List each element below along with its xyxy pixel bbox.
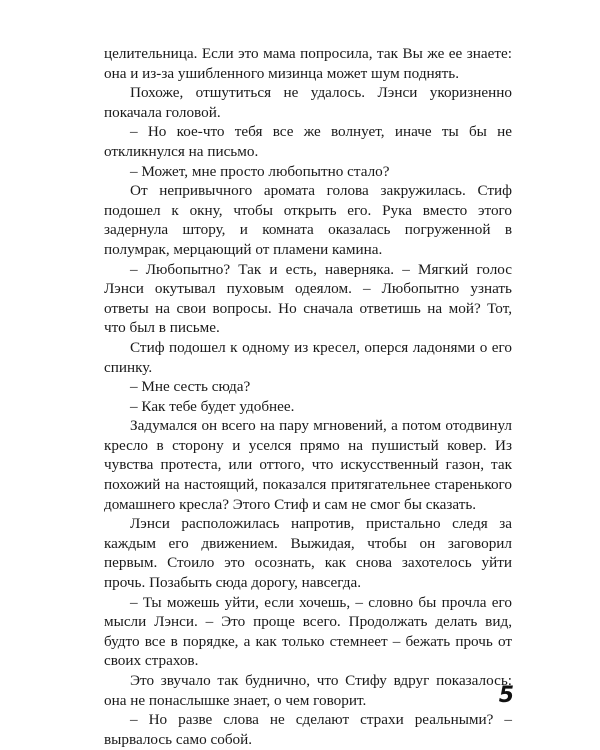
paragraph: – Мне сесть сюда? [130,378,251,396]
paragraph: целительница. Если это мама попросила, так Вы же ее знаете: она и из-за ушибленного мизинца может шум поднять. [104,45,512,82]
paragraph: От непривычного аромата голова закружилась. Стиф подошел к окну, чтобы открыть его. Рука вместо этого задернула штору, и комната оказалась погруженной в полумрак, мерцающий от пламени камина. [104,182,512,258]
paragraph: Похоже, отшутиться не удалось. Лэнси укоризненно покачала головой. [104,84,512,121]
paragraph: – Может, мне просто любопытно стало? [130,162,390,180]
paragraph: Это звучало так буднично, что Стифу вдруг показалось: она не понаслышке знает, о чем говорит. [104,672,512,709]
paragraph: – Но разве слова не сделают страхи реальными? – вырвалось само собой. [104,711,512,748]
body-text [104,44,512,749]
paragraph: – Но кое-что тебя все же волнует, иначе ты бы не откликнулся на письмо. [104,123,512,160]
paragraph: – Как тебе будет удобнее. [130,397,295,415]
paragraph: Задумался он всего на пару мгновений, а потом отодвинул кресло в сторону и уселся прямо на пушистый ковер. Из чувства протеста, или оттого, что искусственный газон, так похожий на настоящий, показался притягательнее старенького домашнего кресла? Этого Стиф и сам не смог бы сказать. [104,417,512,513]
paragraph: – Ты можешь уйти, если хочешь, – словно бы прочла его мысли Лэнси. – Это проще всего. Продолжать делать вид, будто все в порядке, а как только стемнеет – бежать прочь от своих страхов. [104,593,512,670]
paragraph: Лэнси расположилась напротив, пристально следя за каждым его движением. Выжидая, чтобы он заговорил первым. Стоило это осознать, как снова захотелось уйти прочь. Позабыть сюда дорогу, навсегда. [104,515,512,592]
paragraph: Стиф подошел к одному из кресел, оперся ладонями о его спинку. [104,338,512,376]
page-number: 5 [498,683,514,708]
paragraph: – Любопытно? Так и есть, наверняка. – Мягкий голос Лэнси окутывал пуховым одеялом. – Любопытно узнать ответы на свои вопросы. Но сначала ответишь на мой? Тот, что был в письме. [104,260,512,337]
